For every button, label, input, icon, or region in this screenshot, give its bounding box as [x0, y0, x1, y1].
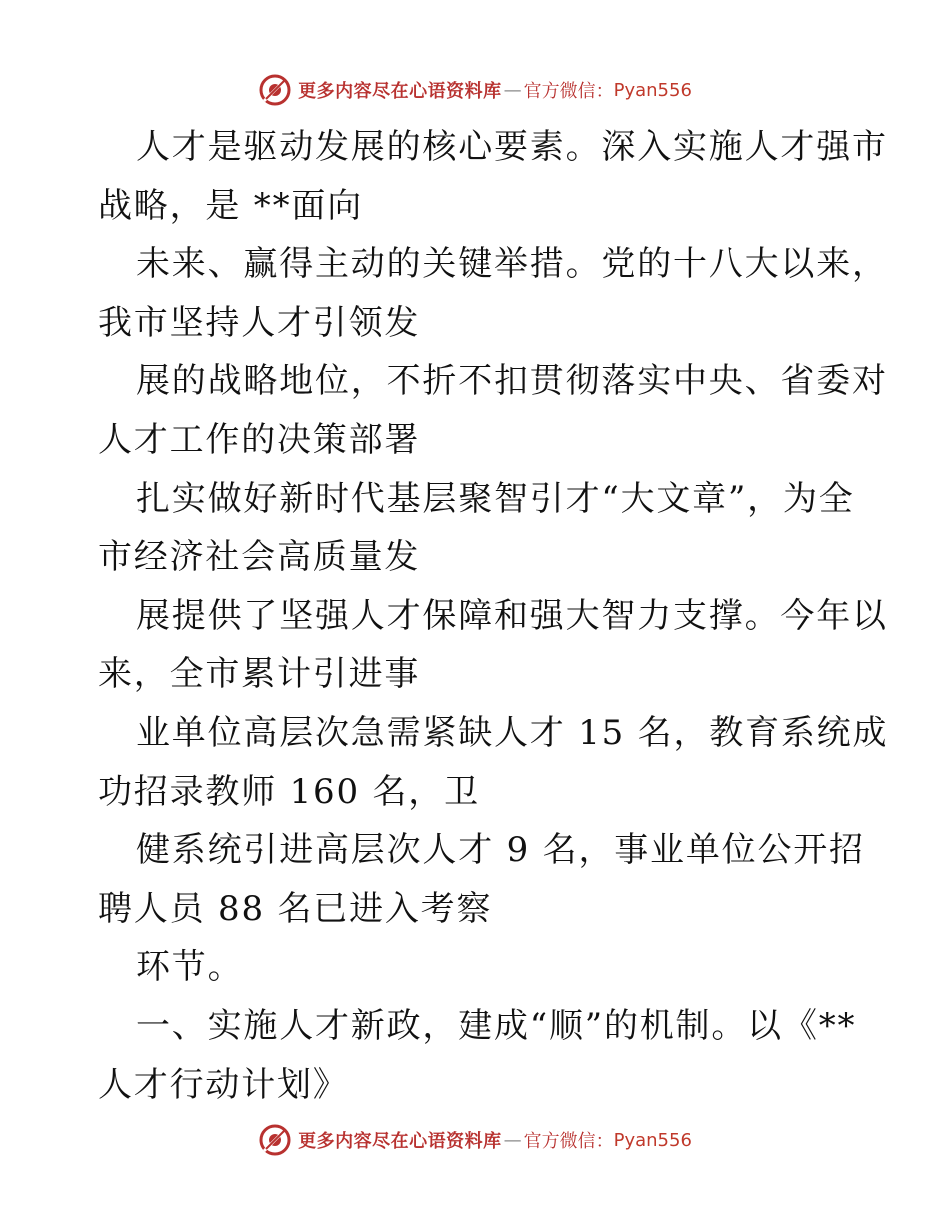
text-line: 未来、赢得主动的关键举措。党的十八大以来，	[136, 244, 888, 285]
text-line: 人才行动计划》	[98, 1064, 349, 1105]
text-line: 聘人员 88 名已进入考察	[98, 888, 493, 929]
header-wechat-id: Pyan556	[613, 79, 692, 101]
text-line: 战略，是 **面向	[98, 185, 364, 226]
text-line: 人才是驱动发展的核心要素。深入实施人才强市	[136, 127, 888, 167]
header-brand-text: 更多内容尽在心语资料库	[298, 81, 502, 102]
footer-brand-text: 更多内容尽在心语资料库	[298, 1131, 502, 1152]
text-line: 展的战略地位，不折不扣贯彻落实中央、省委对	[136, 361, 888, 402]
text-line: 来，全市累计引进事	[98, 654, 421, 695]
text-line: 展提供了坚强人才保障和强大智力支撑。今年以	[136, 595, 888, 636]
header-wechat-label: 官方微信：	[523, 81, 614, 102]
text-line: 一、实施人才新政，建成“顺”的机制。以《**	[136, 1005, 857, 1046]
footer-separator: —	[503, 1129, 522, 1151]
header-separator: —	[503, 79, 522, 101]
brand-logo-icon	[258, 73, 292, 107]
text-line: 功招录教师 160 名，卫	[98, 771, 480, 812]
footer-wechat-label: 官方微信：	[523, 1131, 614, 1152]
brand-logo-icon	[258, 1123, 292, 1157]
text-line: 人才工作的决策部署	[98, 419, 421, 460]
header-banner	[0, 70, 950, 110]
document-body	[98, 118, 889, 1114]
text-line: 市经济社会高质量发	[98, 537, 421, 578]
text-line: 环节。	[136, 947, 244, 988]
text-line: 健系统引进高层次人才 9 名，事业单位公开招	[136, 830, 865, 871]
footer-banner	[0, 1120, 950, 1160]
text-line: 我市坚持人才引领发	[98, 302, 421, 343]
footer-wechat-id: Pyan556	[613, 1129, 692, 1151]
text-line: 业单位高层次急需紧缺人才 15 名，教育系统成	[136, 712, 889, 753]
text-line: 扎实做好新时代基层聚智引才“大文章”，为全	[136, 478, 855, 519]
